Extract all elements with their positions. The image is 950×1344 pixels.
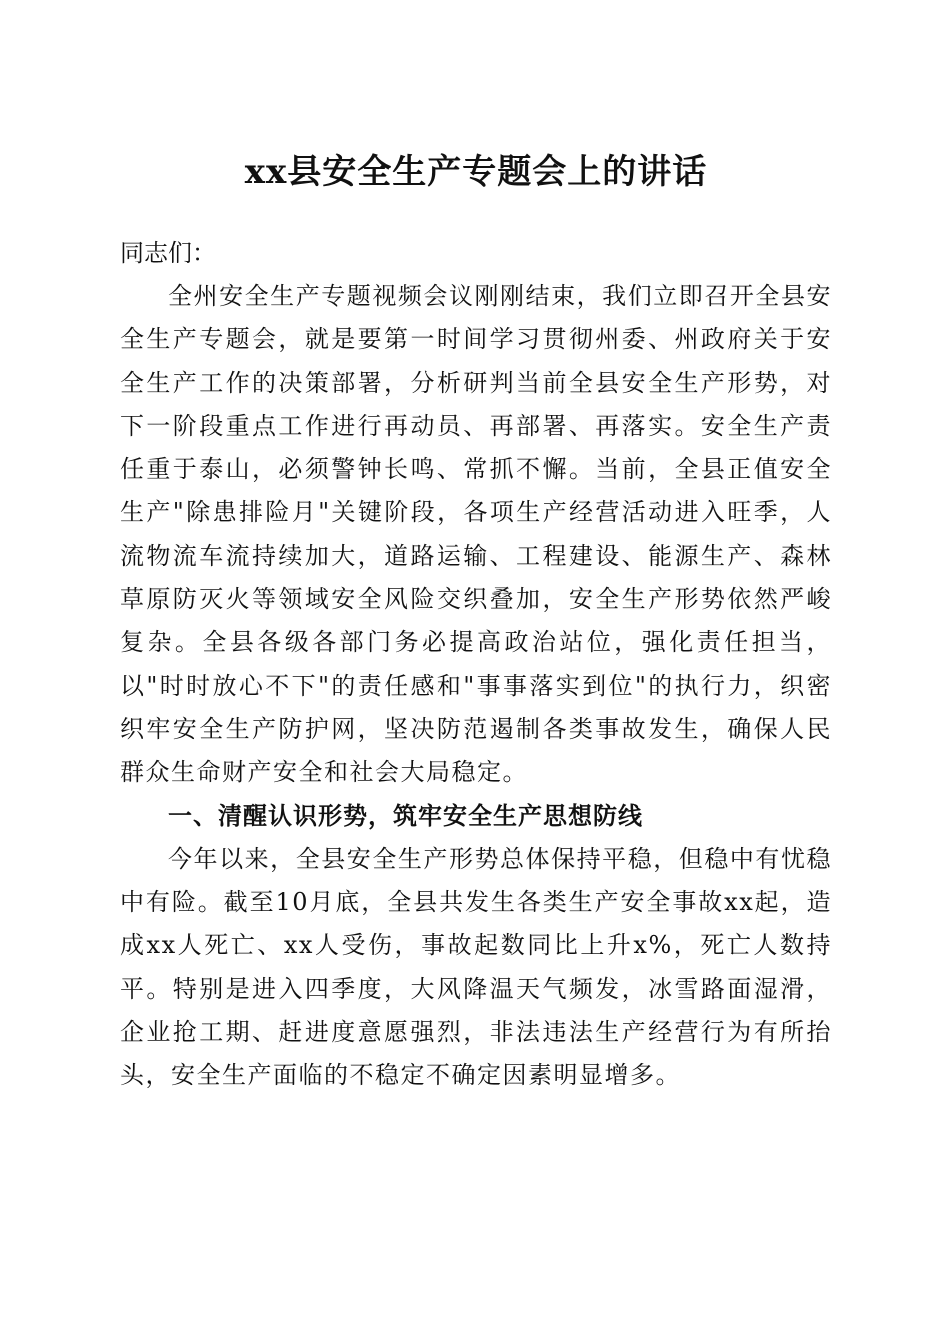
- salutation: 同志们：: [120, 239, 216, 267]
- intro-paragraph: 全州安全生产专题视频会议刚刚结束，我们立即召开全县安全生产专题会，就是要第一时间学习贯彻州委、州政府关于安全生产工作的决策部署，分析研判当前全县安全生产形势，对下一阶段重点工作进行再动员、再部署、再落实。安全生产责任重于泰山，必须警钟长鸣、常抓不懈。当前，全县正值安全生产"除患排险月"关键阶段，各项生产经营活动进入旺季，人流物流车流持续加大，道路运输、工程建设、能源生产、森林草原防灭火等领域安全风险交织叠加，安全生产形势依然严峻复杂。全县各级各部门务必提高政治站位，强化责任担当，以"时时放心不下"的责任感和"事事落实到位"的执行力，织密织牢安全生产防护网，坚决防范遏制各类事故发生，确保人民群众生命财产安全和社会大局稳定。: [120, 282, 832, 787]
- section-heading: 一、清醒认识形势，筑牢安全生产思想防线: [168, 801, 643, 830]
- document-title: xx县安全生产专题会上的讲话: [244, 152, 708, 192]
- section-paragraph: 今年以来，全县安全生产形势总体保持平稳，但稳中有忧稳中有险。截至10月底，全县共发生各类生产安全事故xx起，造成xx人死亡、xx人受伤，事故起数同比上升x%，死亡人数持平。特别是进入四季度，大风降温天气频发，冰雪路面湿滑，企业抢工期、赶进度意愿强烈，非法违法生产经营行为有所抬头，安全生产面临的不稳定不确定因素明显增多。: [120, 844, 832, 1090]
